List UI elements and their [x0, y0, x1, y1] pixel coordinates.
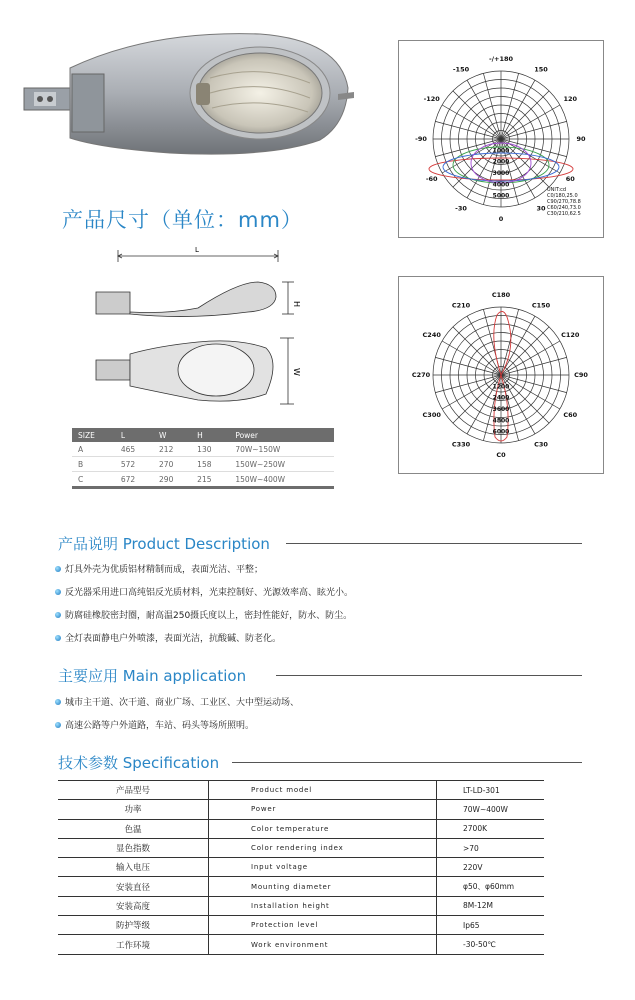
cell: 212: [153, 442, 191, 457]
divider: [232, 762, 582, 763]
spec-label: 产品型号: [58, 781, 209, 800]
angle-label: -90: [415, 135, 427, 143]
spec-label-en: Work environment: [209, 935, 437, 954]
table-row: [72, 457, 334, 472]
radial-label: 6000: [492, 428, 510, 436]
angle-label: 0: [498, 215, 504, 223]
radial-label: 4800: [492, 417, 510, 425]
spec-label: 显色指数: [58, 838, 209, 857]
legend-entry: C90/270,78.8: [547, 199, 581, 205]
radial-label: 1000: [492, 147, 510, 155]
label-l: L: [195, 246, 199, 254]
spec-value: 220V: [437, 858, 545, 877]
list-item: [55, 695, 299, 708]
angle-label: C270: [411, 371, 431, 379]
list-item-text: 防腐硅橡胶密封圈，耐高温250摄氏度以上，密封性能好，防水、防尘。: [65, 611, 353, 621]
cell: 70W~150W: [229, 442, 334, 457]
angle-label: 120: [563, 95, 578, 103]
th-l: L: [115, 428, 153, 442]
radial-label: 4000: [492, 181, 510, 189]
product-size-title: 产品尺寸（单位：mm）: [62, 208, 303, 232]
application-title: 主要应用 Main application: [58, 667, 247, 685]
spec-value: LT-LD-301: [437, 781, 545, 800]
radial-label: 1200: [492, 383, 510, 391]
bullet-icon: [55, 699, 61, 705]
list-item: [55, 718, 254, 731]
angle-label: -150: [452, 65, 470, 74]
th-power: Power: [229, 428, 334, 442]
spec-label-en: Power: [209, 800, 437, 819]
cell: 572: [115, 457, 153, 472]
radial-label: 3000: [492, 170, 510, 177]
cell: C: [72, 472, 115, 488]
cell: 158: [191, 457, 229, 472]
cell: B: [72, 457, 115, 472]
table-row: [58, 858, 544, 877]
angle-label: C150: [531, 301, 551, 310]
size-table-header: [72, 428, 334, 442]
spec-label-en: Installation height: [209, 896, 437, 915]
table-row: [58, 819, 544, 838]
polar-diagram-top: [398, 40, 604, 238]
label-w: W: [292, 368, 301, 376]
cell: 465: [115, 442, 153, 457]
label-h: H: [292, 301, 301, 308]
specification-title: 技术参数 Specification: [58, 754, 220, 772]
cell: 150W~400W: [229, 472, 334, 488]
angle-label: C330: [451, 440, 471, 449]
table-row: [58, 800, 544, 819]
spec-label-en: Mounting diameter: [209, 877, 437, 896]
cell: 290: [153, 472, 191, 488]
cell: 672: [115, 472, 153, 488]
spec-label: 防护等级: [58, 916, 209, 935]
angle-label: C30: [534, 440, 548, 449]
table-row: [58, 877, 544, 896]
size-table: [72, 428, 334, 489]
list-item-text: 灯具外壳为优质铝材精制而成，表面光洁、平整；: [65, 565, 264, 575]
dimension-drawing: [88, 242, 328, 418]
angle-label: 60: [565, 175, 575, 183]
spec-table: [58, 780, 544, 955]
angle-label: 90: [576, 135, 586, 143]
angle-label: 30: [536, 204, 546, 213]
angle-label: C90: [574, 371, 588, 379]
th-size: SIZE: [72, 428, 115, 442]
legend-entry: UNIT:cd: [547, 187, 566, 193]
table-row: [58, 781, 544, 800]
spec-value: Ip65: [437, 916, 545, 935]
radial-label: 3600: [492, 406, 510, 413]
table-row: [58, 916, 544, 935]
spec-label: 功率: [58, 800, 209, 819]
table-row: [72, 472, 334, 488]
spec-label: 安装直径: [58, 877, 209, 896]
angle-label: 150: [534, 65, 548, 74]
cell: 215: [191, 472, 229, 488]
spec-value: 8M-12M: [437, 896, 545, 915]
list-item-text: 高速公路等户外道路，车站、码头等场所照明。: [65, 721, 255, 731]
th-w: W: [153, 428, 191, 442]
angle-label: C120: [561, 331, 580, 339]
spec-value: >70: [437, 838, 545, 857]
radial-label: 2000: [492, 158, 510, 166]
list-item: [55, 585, 353, 598]
spec-label: 安装高度: [58, 896, 209, 915]
angle-label: -/+180: [488, 55, 514, 63]
spec-value: φ50、φ60mm: [437, 877, 545, 896]
angle-label: C0: [496, 451, 506, 459]
spec-label: 色温: [58, 819, 209, 838]
cell: 130: [191, 442, 229, 457]
cell: 270: [153, 457, 191, 472]
spec-label: 工作环境: [58, 935, 209, 954]
curve-upper: [494, 311, 511, 375]
description-title: 产品说明 Product Description: [58, 535, 270, 553]
th-h: H: [191, 428, 229, 442]
list-item-text: 全灯表面静电户外喷漆，表面光洁，抗酸碱、防老化。: [65, 634, 282, 644]
list-item: [55, 631, 281, 644]
spec-label-en: Product model: [209, 781, 437, 800]
cell: 150W~250W: [229, 457, 334, 472]
bullet-icon: [55, 635, 61, 641]
spec-value: -30-50℃: [437, 935, 545, 954]
angle-label: C240: [422, 331, 441, 339]
spec-label: 输入电压: [58, 858, 209, 877]
spec-label-en: Input voltage: [209, 858, 437, 877]
list-item: [55, 608, 352, 621]
bullet-icon: [55, 589, 61, 595]
street-light-photo: [20, 28, 355, 178]
angle-label: C300: [422, 411, 441, 419]
angle-label: -30: [455, 204, 467, 213]
list-item: [55, 562, 263, 575]
angle-label: C60: [563, 411, 578, 419]
table-row: [58, 896, 544, 915]
spec-value: 2700K: [437, 819, 545, 838]
angle-label: C180: [491, 291, 511, 299]
spec-label-en: Color rendering index: [209, 838, 437, 857]
table-row: [58, 935, 544, 954]
divider: [276, 675, 582, 676]
spec-label-en: Protection level: [209, 916, 437, 935]
table-row: [72, 442, 334, 457]
legend-entry: C60/240,73.0: [547, 205, 581, 211]
legend-entry: C30/210,62.5: [547, 211, 581, 217]
polar-diagram-bottom: [398, 276, 604, 474]
cell: A: [72, 442, 115, 457]
angle-label: -120: [423, 95, 440, 103]
spec-value: 70W~400W: [437, 800, 545, 819]
legend-entry: C0/180,25.0: [547, 193, 578, 199]
radial-label: 5000: [492, 192, 510, 200]
spec-label-en: Color temperature: [209, 819, 437, 838]
radial-label: 2400: [492, 394, 510, 402]
divider: [286, 543, 582, 544]
bullet-icon: [55, 566, 61, 572]
table-row: [58, 838, 544, 857]
angle-label: -60: [425, 175, 438, 183]
list-item-text: 反光器采用进口高纯铝反光质材料，光束控制好、光源效率高、眩光小。: [65, 588, 354, 598]
list-item-text: 城市主干道、次干道、商业广场、工业区、大中型运动场、: [65, 698, 300, 708]
bullet-icon: [55, 612, 61, 618]
angle-label: C210: [451, 301, 471, 310]
bullet-icon: [55, 722, 61, 728]
